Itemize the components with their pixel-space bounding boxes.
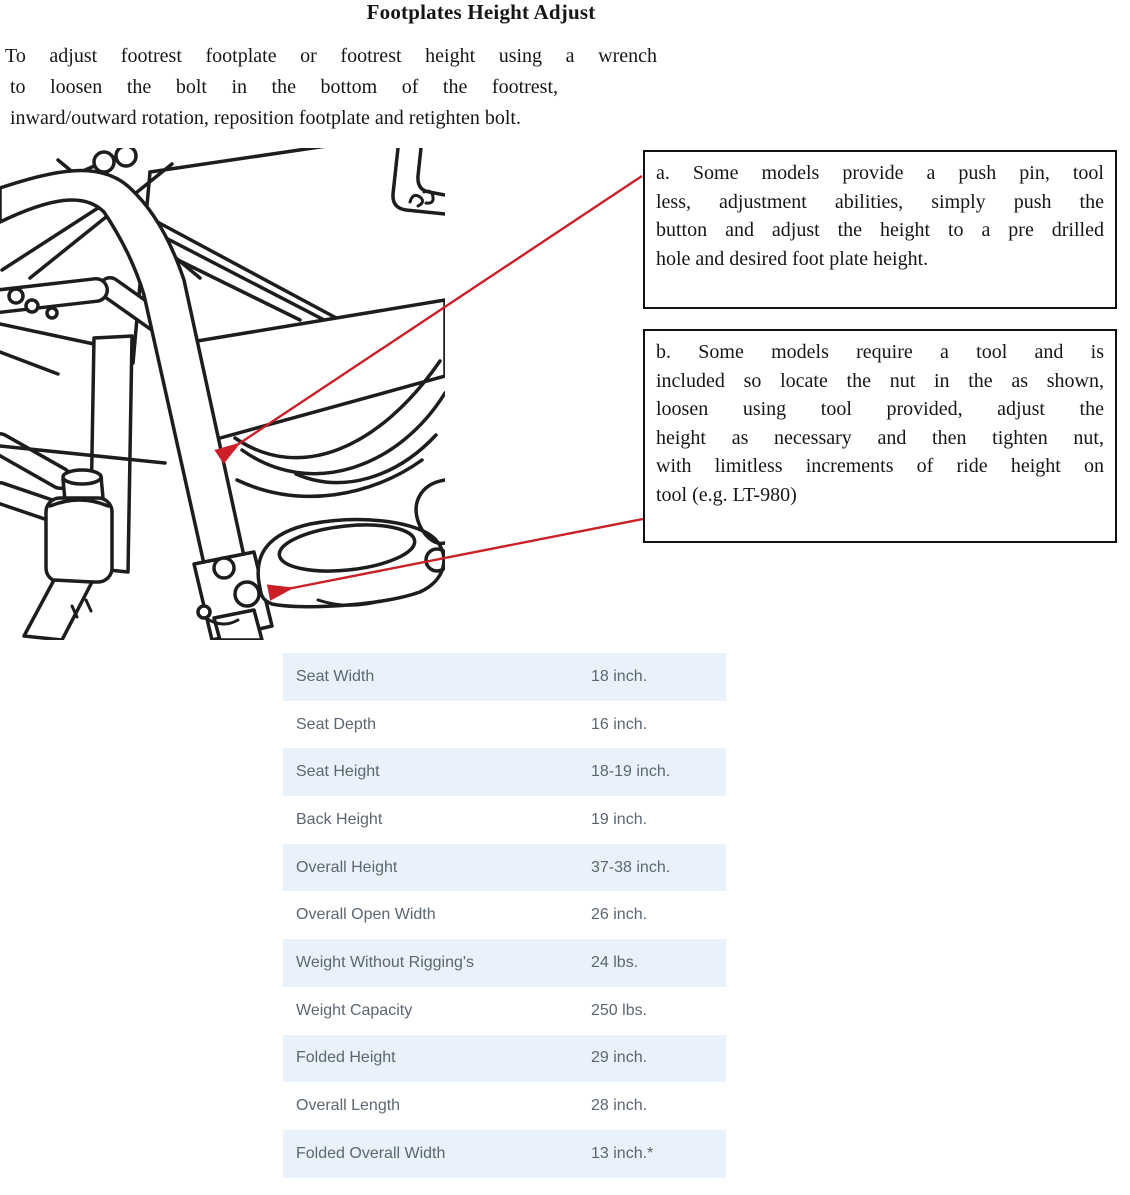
caster-frame-tube [418, 148, 445, 195]
spec-value: 26 inch. [591, 906, 648, 924]
adjustment-bolt [214, 558, 234, 578]
callout-b-line: b. Some models require a tool and is [656, 341, 1104, 363]
callout-box-a [643, 150, 1117, 309]
spec-value: 19 inch. [591, 810, 648, 828]
spec-label: Overall Height [296, 858, 398, 876]
spec-value: 28 inch. [591, 1097, 648, 1115]
callout-a-line: hole and desired foot plate height. [656, 247, 929, 270]
bolt-head [9, 289, 23, 303]
callout-b-line: included so locate the nut in the as shown, [656, 369, 1104, 392]
spec-label: Overall Open Width [296, 906, 436, 924]
frame-detail-squiggle [410, 195, 423, 206]
intro-line-3: inward/outward rotation, reposition footplate and retighten bolt. [10, 107, 521, 129]
callout-b-line: loosen using tool provided, adjust the [656, 398, 1104, 420]
callout-a-line: button and adjust the height to a pre drilled [656, 219, 1104, 241]
spec-label: Weight Capacity [296, 1001, 413, 1019]
spec-row-seat-depth [283, 701, 726, 749]
spec-label: Overall Length [296, 1097, 401, 1115]
callout-b-line: with limitless increments of ride height on [656, 455, 1104, 477]
spec-table [283, 653, 726, 1178]
spec-value: 29 inch. [591, 1049, 648, 1067]
spec-value: 18 inch. [591, 667, 648, 685]
adjustment-knob [94, 152, 114, 172]
callout-a-line: less, adjustment abilities, simply push the [656, 190, 1104, 213]
spec-label: Seat Height [296, 763, 380, 781]
spec-row-folded-height [283, 1035, 726, 1083]
callout-box-b [643, 329, 1117, 543]
spec-row-folded-overall-width [283, 1130, 726, 1178]
brake-linkage-line [0, 352, 58, 374]
spec-row-back-height [283, 796, 726, 844]
spec-row-weight-without-riggings [283, 939, 726, 987]
intro-line-1: To adjust footrest footplate or footrest height using a wrench [5, 45, 657, 67]
spec-value: 13 inch.* [591, 1144, 654, 1162]
wheelchair-footrest-illustration [0, 148, 445, 640]
caster-stem-cap-top [63, 470, 101, 484]
spec-value: 24 lbs. [591, 953, 639, 971]
spec-value: 16 inch. [591, 715, 648, 733]
spec-label: Seat Width [296, 667, 375, 685]
spec-row-seat-width [283, 653, 726, 701]
bolt-head [47, 308, 57, 318]
bolt-head [26, 300, 38, 312]
spec-row-overall-open-width [283, 891, 726, 939]
callout-a-line: a. Some models provide a push pin, tool [656, 162, 1104, 184]
spec-value: 250 lbs. [591, 1001, 648, 1019]
skirt-guard-arc [237, 460, 422, 496]
spec-label: Seat Depth [296, 715, 377, 733]
intro-paragraph [5, 41, 657, 134]
spec-row-seat-height [283, 748, 726, 796]
page-title: Footplates Height Adjust [366, 0, 596, 24]
spec-row-overall-height [283, 844, 726, 892]
bracket-rivet [198, 606, 210, 618]
spec-label: Weight Without Rigging's [296, 953, 474, 971]
spec-value: 18-19 inch. [591, 763, 671, 781]
spec-row-weight-capacity [283, 987, 726, 1035]
spec-label: Folded Overall Width [296, 1144, 446, 1162]
brake-linkage-line [0, 324, 94, 344]
adjustment-nut [235, 582, 259, 606]
caster-fork-leg [24, 580, 92, 640]
spec-label: Back Height [296, 810, 383, 828]
spec-label: Folded Height [296, 1049, 396, 1067]
caster-housing [46, 498, 112, 582]
fork-detail-dash [86, 600, 91, 611]
callout-b-line: tool (e.g. LT-980) [656, 483, 797, 506]
adjustment-knob [116, 148, 136, 166]
spec-row-overall-length [283, 1082, 726, 1130]
intro-line-2: to loosen the bolt in the bottom of the footrest, [10, 76, 558, 98]
seat-panel-edge [150, 148, 340, 172]
callout-b-line: height as necessary and then tighten nut, [656, 426, 1104, 449]
spec-value: 37-38 inch. [591, 858, 671, 876]
